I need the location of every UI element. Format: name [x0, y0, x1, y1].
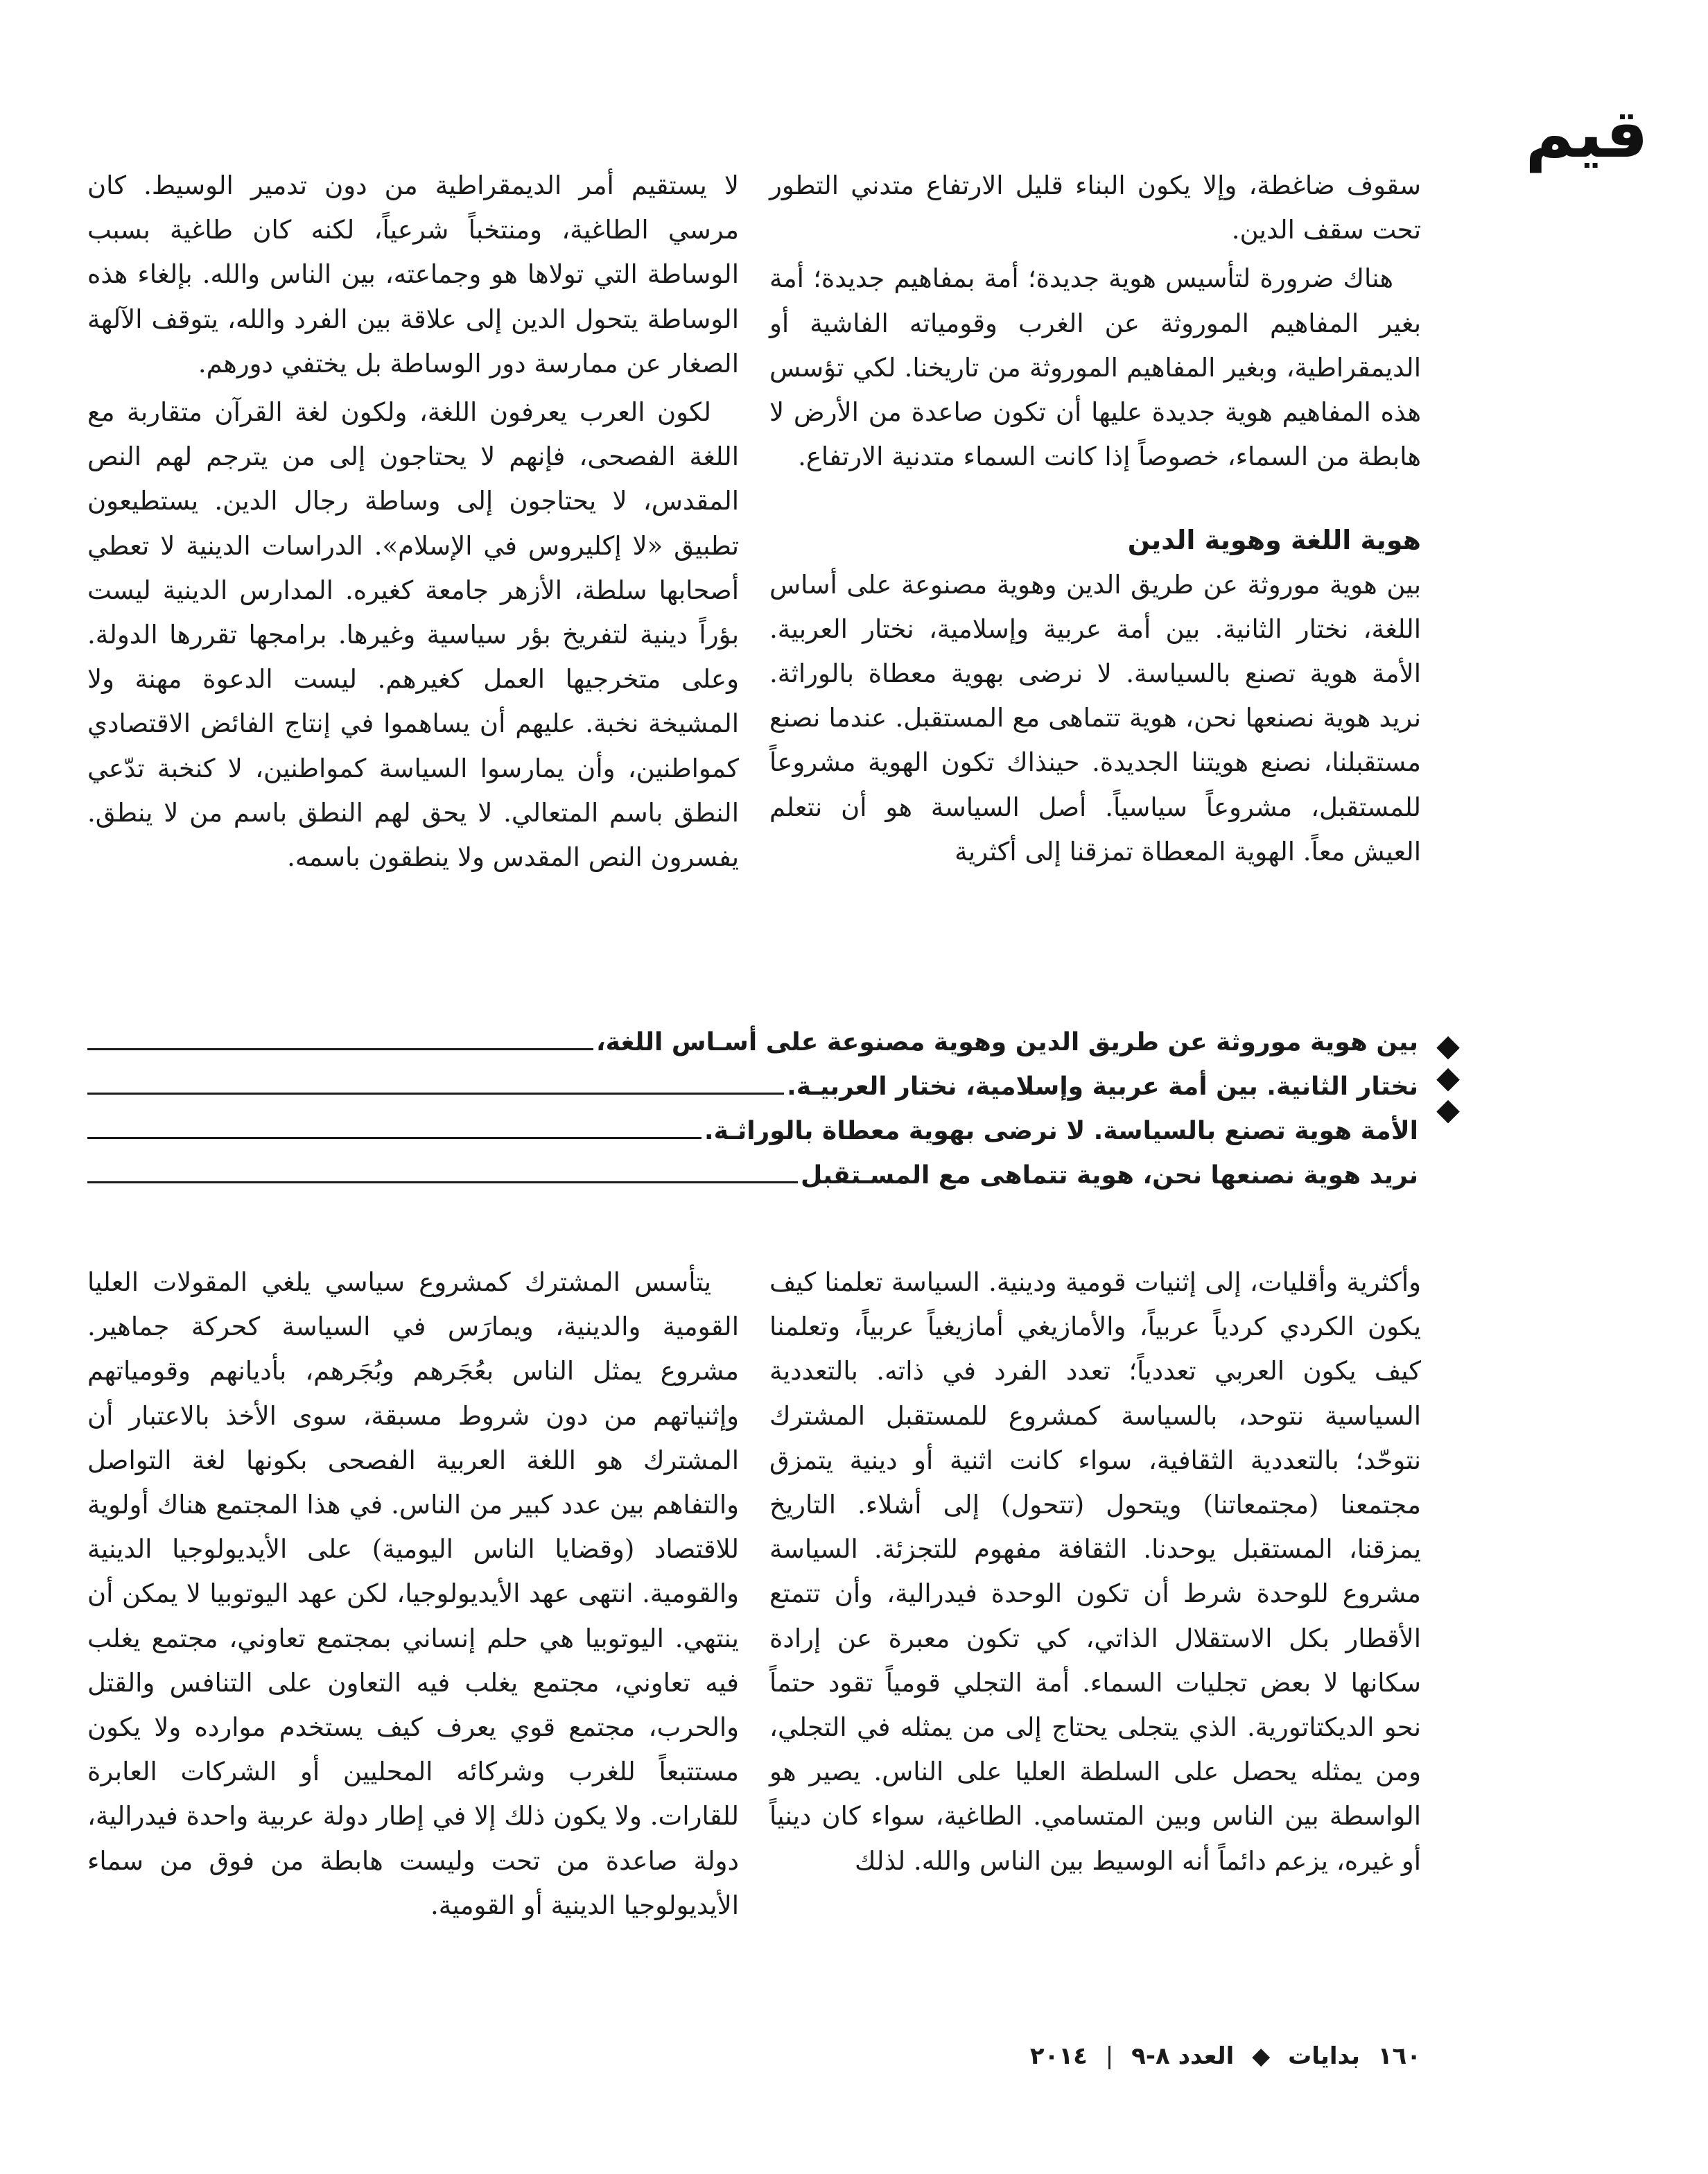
pull-quote: [87, 1020, 1421, 1198]
text-column-lower-left: [87, 1260, 739, 1928]
paragraph: هناك ضرورة لتأسيس هوية جديدة؛ أمة بمفاهيم جديدة؛ أمة بغير المفاهيم الموروثة عن الغرب وقومياته الفاشية أو الديمقراطية، وبغير المفاهيم الموروثة من تاريخنا. لكي تؤسس هذه المفاهيم هوية جديدة عليها أن تكون صاعدة من الأرض لا هابطة من السماء، خصوصاً إذا كانت السماء متدنية الارتفاع.: [769, 263, 1421, 472]
paragraph: يتأسس المشترك كمشروع سياسي يلغي المقولات العليا القومية والدينية، ويمارَس في السياسة كحركة جماهير. مشروع يمثل الناس بعُجَرهم وبُجَرهم، بأديانهم وقومياتهم وإثنياتهم من دون شروط مسبقة، سوى الأخذ بالاعتبار أن المشترك هو اللغة العربية الفصحى بكونها لغة التواصل والتفاهم بين عدد كبير من الناس. في هذا المجتمع هناك أولوية للاقتصاد (وقضايا الناس اليومية) على الأيديولوجيا الدينية والقومية. انتهى عهد الأيديولوجيا، لكن عهد اليوتوبيا لا يمكن أن ينتهي. اليوتوبيا هي حلم إنساني بمجتمع تعاوني، مجتمع يغلب فيه تعاوني، مجتمع يغلب فيه التعاون على التنافس والقتل والحرب، مجتمع قوي يعرف كيف يستخدم موارده ولا يكون مستتبعاً للغرب وشركائه المحليين أو الشركات العابرة للقارات. ولا يكون ذلك إلا في إطار دولة عربية واحدة فيدرالية، دولة صاعدة من تحت وليست هابطة من فوق من سماء الأيديولوجيا الدينية أو القومية.: [87, 1267, 739, 1920]
text-column-upper-left: [87, 164, 739, 880]
text-column-upper-right: [769, 164, 1421, 874]
paragraph: لا يستقيم أمر الديمقراطية من دون تدمير الوسيط. كان مرسي الطاغية، ومنتخباً شرعياً، لكنه كان طاغية بسبب الوساطة التي تولاها هو وجماعته، بين الناس والله. بإلغاء هذه الوساطة يتحول الدين إلى علاقة بين الفرد والله، يتوقف الآلهة الصغار عن ممارسة دور الوساطة بل يختفي دورهم.: [87, 171, 739, 379]
pull-quote-diamond-icon: ◆ ◆ ◆: [1436, 1028, 1460, 1127]
paragraph: لكون العرب يعرفون اللغة، ولكون لغة القرآن متقاربة مع اللغة الفصحى، فإنهم لا يحتاجون إلى من يترجم لهم النص المقدس، لا يحتاجون إلى وساطة رجال الدين. يستطيعون تطبيق «لا إكليروس في الإسلام». الدراسات الدينية لا تعطي أصحابها سلطة، الأزهر جامعة كغيره. المدارس الدينية ليست بؤراً دينية لتفريخ بؤر سياسية وغيرها. برامجها تقررها الدولة. وعلى متخرجيها العمل كغيرهم. ليست الدعوة مهنة ولا المشيخة نخبة. عليهم أن يساهموا في إنتاج الفائض الاقتصادي كمواطنين، وأن يمارسوا السياسة كمواطنين، لا كنخبة تدّعي النطق باسم المتعالي. لا يحق لهم النطق باسم من لا ينطق. يفسرون النص المقدس ولا ينطقون باسمه.: [87, 397, 739, 873]
text-column-lower-right: [769, 1260, 1421, 1884]
magazine-logo: قيم: [1525, 95, 1648, 173]
diamond-icon: ◆: [1252, 2042, 1271, 2070]
pull-quote-line: الأمة هوية تصنع بالسياسة. لا نرضى بهوية معطاة بالوراثـة.: [87, 1109, 1421, 1154]
pull-quote-line: نريد هوية نصنعها نحن، هوية تتماهى مع المسـتقبل: [87, 1154, 1421, 1198]
issue-number: العدد ٨-٩: [1131, 2042, 1235, 2070]
footer-divider: |: [1105, 2042, 1114, 2070]
page-footer: [87, 2035, 1421, 2077]
issue-year: ٢٠١٤: [1029, 2042, 1088, 2070]
paragraph: بين هوية موروثة عن طريق الدين وهوية مصنوعة على أساس اللغة، نختار الثانية. بين أمة عربية وإسلامية، نختار العربية. الأمة هوية تصنع بالسياسة. لا نرضى بهوية معطاة بالوراثة. نريد هوية نصنعها نحن، هوية تتماهى مع المستقبل. عندما نصنع مستقبلنا، نصنع هويتنا الجديدة. حينذاك تكون الهوية مشروعاً للمستقبل، مشروعاً سياسياً. أصل السياسة هو أن نتعلم العيش معاً. الهوية المعطاة تمزقنا إلى أكثرية: [769, 569, 1421, 867]
page-number: ١٦٠: [1377, 2042, 1421, 2070]
pull-quote-line: نختار الثانية. بين أمة عربية وإسلامية، نختار العربيـة.: [87, 1065, 1421, 1109]
paragraph: سقوف ضاغطة، وإلا يكون البناء قليل الارتفاع متدني التطور تحت سقف الدين.: [769, 171, 1421, 245]
pull-quote-line: بين هوية موروثة عن طريق الدين وهوية مصنوعة على أسـاس اللغة،: [87, 1020, 1421, 1065]
journal-name: بدايات: [1288, 2042, 1360, 2070]
section-heading: هوية اللغة وهوية الدين: [1127, 525, 1421, 556]
paragraph: وأكثرية وأقليات، إلى إثنيات قومية ودينية. السياسة تعلمنا كيف يكون الكردي كردياً عربياً، والأمازيغي أمازيغياً عربياً، وتعلمنا كيف يكون العربي تعددياً؛ تعدد الفرد في ذاته. بالتعددية السياسية نتوحد، بالسياسة كمشروع للمستقبل المشترك نتوحّد؛ بالتعددية الثقافية، سواء كانت اثنية أو دينية يتمزق مجتمعنا (مجتمعاتنا) ويتحول (تتحول) إلى أشلاء. التاريخ يمزقنا، المستقبل يوحدنا. الثقافة مفهوم للتجزئة. السياسة مشروع للوحدة شرط أن تكون الوحدة فيدرالية، وأن تتمتع الأقطار بكل الاستقلال الذاتي، كي تكون معبرة عن إرادة سكانها لا بعض تجليات السماء. أمة التجلي قومياً تقود حتماً نحو الديكتاتورية. الذي يتجلى يحتاج إلى من يمثله في التجلي، ومن يمثله يحصل على السلطة العليا على الناس. يصير هو الواسطة بين الناس وبين المتسامي. الطاغية، سواء كان دينياً أو غيره، يزعم دائماً أنه الوسيط بين الناس والله. لذلك: [769, 1267, 1421, 1876]
